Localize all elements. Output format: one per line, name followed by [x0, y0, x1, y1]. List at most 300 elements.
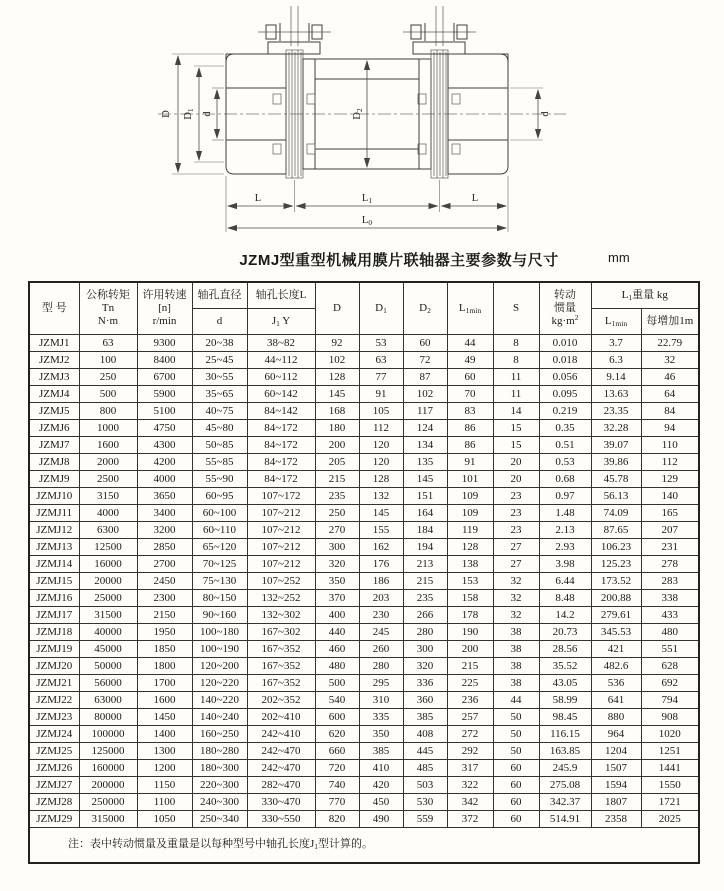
table-row: [29, 454, 699, 471]
header-weight-sub: 1: [628, 292, 633, 302]
table-cell: 135: [403, 454, 447, 471]
table-cell: 720: [315, 760, 359, 777]
header-J1Y: [247, 309, 315, 335]
table-cell: 107~172: [247, 488, 315, 505]
table-cell: 63000: [79, 692, 137, 709]
table-cell: 1800: [137, 658, 192, 675]
header-D2-sub: 2: [427, 305, 431, 315]
table-cell: JZMJ24: [29, 726, 79, 743]
table-cell: 107~212: [247, 539, 315, 556]
table-cell: JZMJ1: [29, 335, 79, 352]
table-cell: 283: [641, 573, 699, 590]
table-cell: 514.91: [539, 811, 591, 828]
header-weight-rest: 重量 kg: [632, 288, 668, 301]
table-cell: 44: [447, 335, 493, 352]
table-cell: 50~85: [192, 437, 247, 454]
table-cell: 278: [641, 556, 699, 573]
table-cell: 45.78: [591, 471, 641, 488]
table-cell: 2.13: [539, 522, 591, 539]
table-cell: 15: [493, 437, 539, 454]
table-cell: JZMJ3: [29, 369, 79, 386]
table-cell: 203: [359, 590, 403, 607]
table-row: [29, 522, 699, 539]
table-cell: 250~340: [192, 811, 247, 828]
table-cell: 25~45: [192, 352, 247, 369]
table-cell: JZMJ19: [29, 641, 79, 658]
note-text-sub: 1: [314, 842, 319, 852]
table-cell: 46: [641, 369, 699, 386]
table-cell: 167~352: [247, 658, 315, 675]
table-cell: 140~240: [192, 709, 247, 726]
table-cell: 1550: [641, 777, 699, 794]
table-cell: JZMJ7: [29, 437, 79, 454]
table-cell: JZMJ2: [29, 352, 79, 369]
table-cell: 9.14: [591, 369, 641, 386]
table-cell: 908: [641, 709, 699, 726]
table-row: [29, 437, 699, 454]
table-cell: 0.018: [539, 352, 591, 369]
table-cell: 1150: [137, 777, 192, 794]
dim-label-L0: L0: [361, 215, 373, 227]
header-J1-main: J: [271, 314, 277, 327]
header-torque-line1: 公称转矩: [86, 289, 130, 302]
table-cell: 38: [493, 675, 539, 692]
table-cell: 245: [359, 624, 403, 641]
table-cell: 101: [447, 471, 493, 488]
table-row: [29, 539, 699, 556]
coupling-drawing: [146, 2, 576, 244]
table-cell: 310: [359, 692, 403, 709]
table-row: [29, 641, 699, 658]
table-cell: 5100: [137, 403, 192, 420]
table-cell: 335: [359, 709, 403, 726]
table-cell: 2.93: [539, 539, 591, 556]
unit-label: mm: [608, 250, 630, 265]
header-D1-main: D: [375, 301, 384, 314]
table-cell: 13.63: [591, 386, 641, 403]
table-cell: 64: [641, 386, 699, 403]
table-cell: 27: [493, 556, 539, 573]
table-cell: 80~150: [192, 590, 247, 607]
table-cell: 45~80: [192, 420, 247, 437]
table-cell: 176: [359, 556, 403, 573]
table-row: [29, 777, 699, 794]
table-cell: 315000: [79, 811, 137, 828]
table-row: [29, 811, 699, 828]
table-cell: 56.13: [591, 488, 641, 505]
table-cell: 490: [359, 811, 403, 828]
table-row: [29, 488, 699, 505]
table-cell: 342.37: [539, 794, 591, 811]
table-cell: 794: [641, 692, 699, 709]
table-cell: 120~200: [192, 658, 247, 675]
table-cell: 129: [641, 471, 699, 488]
table-cell: 23: [493, 522, 539, 539]
table-cell: JZMJ26: [29, 760, 79, 777]
table-cell: JZMJ5: [29, 403, 79, 420]
table-cell: 500: [79, 386, 137, 403]
table-cell: 134: [403, 437, 447, 454]
table-cell: 660: [315, 743, 359, 760]
table-cell: 20: [493, 454, 539, 471]
table-cell: 132: [359, 488, 403, 505]
table-cell: 20~38: [192, 335, 247, 352]
table-cell: 83: [447, 403, 493, 420]
table-cell: 23: [493, 505, 539, 522]
table-body: [29, 335, 699, 828]
table-row: [29, 386, 699, 403]
table-cell: 39.86: [591, 454, 641, 471]
table-cell: 44: [493, 692, 539, 709]
table-cell: 2025: [641, 811, 699, 828]
table-row: [29, 658, 699, 675]
table-cell: 167~302: [247, 624, 315, 641]
table-cell: 2358: [591, 811, 641, 828]
table-cell: 200: [315, 437, 359, 454]
table-cell: 160~250: [192, 726, 247, 743]
table-row: [29, 692, 699, 709]
table-row: [29, 369, 699, 386]
table-cell: 200000: [79, 777, 137, 794]
table-cell: 70~125: [192, 556, 247, 573]
table-cell: 38: [493, 624, 539, 641]
table-cell: 8400: [137, 352, 192, 369]
table-cell: 112: [359, 420, 403, 437]
table-cell: JZMJ27: [29, 777, 79, 794]
table-cell: 300: [403, 641, 447, 658]
table-cell: 63: [79, 335, 137, 352]
table-cell: 8.48: [539, 590, 591, 607]
table-cell: 220~300: [192, 777, 247, 794]
table-cell: 1600: [137, 692, 192, 709]
table-cell: 128: [447, 539, 493, 556]
table-cell: JZMJ4: [29, 386, 79, 403]
header-D2-main: D: [419, 301, 428, 314]
table-cell: 92: [315, 335, 359, 352]
table-cell: 1020: [641, 726, 699, 743]
dim-label-d-left: d: [202, 111, 213, 117]
table-cell: 4750: [137, 420, 192, 437]
table-header: [29, 282, 699, 335]
table-cell: 87.65: [591, 522, 641, 539]
table-cell: 880: [591, 709, 641, 726]
table-cell: 11: [493, 369, 539, 386]
header-speed: [137, 282, 192, 335]
table-cell: 1050: [137, 811, 192, 828]
table-cell: 80000: [79, 709, 137, 726]
table-cell: 124: [403, 420, 447, 437]
table-cell: 230: [359, 607, 403, 624]
header-D: D: [315, 282, 359, 335]
table-cell: 84~172: [247, 454, 315, 471]
header-weight-L1min-sub: 1min: [611, 318, 628, 328]
table-cell: JZMJ11: [29, 505, 79, 522]
table-cell: 32: [641, 352, 699, 369]
table-cell: 107~212: [247, 522, 315, 539]
header-L1min-sub: 1min: [465, 305, 482, 315]
table-cell: 200.88: [591, 590, 641, 607]
table-cell: 242~470: [247, 760, 315, 777]
table-cell: 60: [493, 794, 539, 811]
table-cell: 102: [403, 386, 447, 403]
table-cell: 60~110: [192, 522, 247, 539]
table-cell: 1300: [137, 743, 192, 760]
table-cell: 98.45: [539, 709, 591, 726]
table-cell: JZMJ6: [29, 420, 79, 437]
header-speed-line3: r/min: [152, 314, 177, 327]
table-cell: 55~85: [192, 454, 247, 471]
table-cell: 1200: [137, 760, 192, 777]
table-cell: 3150: [79, 488, 137, 505]
table-cell: 180: [315, 420, 359, 437]
table-row: [29, 794, 699, 811]
table-cell: 86: [447, 437, 493, 454]
table-cell: 23: [493, 488, 539, 505]
table-cell: 167~352: [247, 641, 315, 658]
table-cell: 84~142: [247, 403, 315, 420]
table-cell: 45000: [79, 641, 137, 658]
table-cell: 107~212: [247, 556, 315, 573]
table-cell: 2850: [137, 539, 192, 556]
right-top-bolt: [403, 6, 476, 54]
table-cell: 109: [447, 505, 493, 522]
table-cell: 91: [447, 454, 493, 471]
table-cell: 145: [403, 471, 447, 488]
table-cell: 4300: [137, 437, 192, 454]
table-cell: 77: [359, 369, 403, 386]
table-cell: 235: [403, 590, 447, 607]
table-cell: 120: [359, 437, 403, 454]
table-cell: 50: [493, 726, 539, 743]
table-cell: 0.35: [539, 420, 591, 437]
table-cell: 105: [359, 403, 403, 420]
table-cell: 536: [591, 675, 641, 692]
table-cell: 1441: [641, 760, 699, 777]
header-bore-d: d: [192, 309, 247, 335]
table-cell: 125000: [79, 743, 137, 760]
table-cell: 260: [359, 641, 403, 658]
table-cell: 279.61: [591, 607, 641, 624]
table-cell: 60: [493, 777, 539, 794]
table-cell: 35.52: [539, 658, 591, 675]
table-cell: 20.73: [539, 624, 591, 641]
table-cell: 2000: [79, 454, 137, 471]
table-cell: 0.219: [539, 403, 591, 420]
table-cell: 320: [315, 556, 359, 573]
table-cell: 2300: [137, 590, 192, 607]
table-cell: 50: [493, 709, 539, 726]
title-bar: [0, 249, 724, 271]
table-cell: 250: [79, 369, 137, 386]
table-cell: JZMJ10: [29, 488, 79, 505]
table-cell: 163.85: [539, 743, 591, 760]
table-cell: 107~212: [247, 505, 315, 522]
table-cell: 4200: [137, 454, 192, 471]
table-cell: 20: [493, 471, 539, 488]
table-cell: 207: [641, 522, 699, 539]
table-cell: 25000: [79, 590, 137, 607]
table-cell: 215: [447, 658, 493, 675]
table-cell: 100~190: [192, 641, 247, 658]
table-cell: 692: [641, 675, 699, 692]
table-cell: 500: [315, 675, 359, 692]
table-cell: 153: [447, 573, 493, 590]
dim-label-L-left: L: [254, 193, 262, 204]
table-cell: 740: [315, 777, 359, 794]
table-cell: 49: [447, 352, 493, 369]
table-cell: 282~470: [247, 777, 315, 794]
table-row: [29, 624, 699, 641]
table-cell: 60: [493, 811, 539, 828]
table-cell: 620: [315, 726, 359, 743]
table-cell: JZMJ22: [29, 692, 79, 709]
table-row: [29, 709, 699, 726]
table-cell: 84: [641, 403, 699, 420]
table-row: [29, 352, 699, 369]
table-cell: 317: [447, 760, 493, 777]
table-cell: 530: [403, 794, 447, 811]
header-weight-main: L: [621, 288, 629, 301]
table-cell: 102: [315, 352, 359, 369]
table-cell: 202~410: [247, 709, 315, 726]
header-inertia-line2: 惯量: [554, 301, 576, 314]
dim-label-D2: D2: [352, 108, 364, 120]
table-cell: 275.08: [539, 777, 591, 794]
table-cell: 125.23: [591, 556, 641, 573]
table-cell: 0.51: [539, 437, 591, 454]
table-cell: 485: [403, 760, 447, 777]
table-cell: 74.09: [591, 505, 641, 522]
table-cell: 445: [403, 743, 447, 760]
table-cell: 820: [315, 811, 359, 828]
table-cell: 1450: [137, 709, 192, 726]
table-cell: 4000: [137, 471, 192, 488]
table-cell: 236: [447, 692, 493, 709]
header-bore-diameter: 轴孔直径: [192, 282, 247, 309]
table-cell: 9300: [137, 335, 192, 352]
table-cell: 60~95: [192, 488, 247, 505]
table-cell: 22.79: [641, 335, 699, 352]
table-cell: 194: [403, 539, 447, 556]
dim-lengths: [226, 176, 508, 232]
table-cell: 12500: [79, 539, 137, 556]
header-J1-sub: 1: [276, 318, 280, 328]
table-row: [29, 335, 699, 352]
table-cell: 295: [359, 675, 403, 692]
table-cell: 184: [403, 522, 447, 539]
table-cell: 320: [403, 658, 447, 675]
table-row: [29, 743, 699, 760]
table-cell: 433: [641, 607, 699, 624]
header-speed-line1: 许用转速: [142, 289, 187, 302]
table-cell: 4000: [79, 505, 137, 522]
table-cell: 11: [493, 386, 539, 403]
table-cell: 60~100: [192, 505, 247, 522]
table-cell: JZMJ29: [29, 811, 79, 828]
table-cell: 372: [447, 811, 493, 828]
header-inertia-line1: 转动: [554, 288, 576, 301]
table-cell: 84~172: [247, 471, 315, 488]
table-cell: 342: [447, 794, 493, 811]
table-cell: 84~172: [247, 437, 315, 454]
table-cell: 370: [315, 590, 359, 607]
table-cell: 65~120: [192, 539, 247, 556]
table-cell: 100~180: [192, 624, 247, 641]
header-weight-L1min: [591, 309, 641, 335]
table-cell: 242~410: [247, 726, 315, 743]
table-cell: 1850: [137, 641, 192, 658]
table-cell: 55~90: [192, 471, 247, 488]
table-cell: 86: [447, 420, 493, 437]
table-cell: JZMJ18: [29, 624, 79, 641]
table-cell: 460: [315, 641, 359, 658]
table-cell: 190: [447, 624, 493, 641]
table-cell: 162: [359, 539, 403, 556]
table-cell: 420: [359, 777, 403, 794]
table-cell: 213: [403, 556, 447, 573]
table-cell: 336: [403, 675, 447, 692]
note-text-post: 型计算的。: [318, 838, 374, 851]
table-cell: 408: [403, 726, 447, 743]
table-cell: 145: [359, 505, 403, 522]
table-cell: 180~280: [192, 743, 247, 760]
table-cell: 503: [403, 777, 447, 794]
table-cell: 40000: [79, 624, 137, 641]
parameters-table: [28, 281, 700, 864]
header-weight-group: [591, 282, 699, 309]
table-cell: JZMJ23: [29, 709, 79, 726]
table-cell: 200: [447, 641, 493, 658]
table-row: [29, 471, 699, 488]
table-cell: 0.010: [539, 335, 591, 352]
header-L1min: [447, 282, 493, 335]
table-cell: 205: [315, 454, 359, 471]
table-cell: 245.9: [539, 760, 591, 777]
table-cell: 1100: [137, 794, 192, 811]
table-cell: 3200: [137, 522, 192, 539]
table-cell: 60: [403, 335, 447, 352]
table-cell: 28.56: [539, 641, 591, 658]
table-cell: 540: [315, 692, 359, 709]
table-cell: JZMJ25: [29, 743, 79, 760]
table-cell: 1600: [79, 437, 137, 454]
table-row: [29, 607, 699, 624]
table-cell: 30~55: [192, 369, 247, 386]
table-cell: JZMJ20: [29, 658, 79, 675]
table-cell: 32.28: [591, 420, 641, 437]
table-cell: JZMJ17: [29, 607, 79, 624]
table-cell: 16000: [79, 556, 137, 573]
table-cell: 58.99: [539, 692, 591, 709]
table-cell: 2150: [137, 607, 192, 624]
table-cell: 330~470: [247, 794, 315, 811]
table-cell: 23.35: [591, 403, 641, 420]
table-cell: 270: [315, 522, 359, 539]
table-cell: 140: [641, 488, 699, 505]
table-cell: 215: [315, 471, 359, 488]
header-L1min-main: L: [458, 301, 466, 314]
table-cell: 38~82: [247, 335, 315, 352]
table-cell: 32: [493, 573, 539, 590]
table-cell: 6300: [79, 522, 137, 539]
table-cell: 964: [591, 726, 641, 743]
table-row: [29, 556, 699, 573]
table-cell: 178: [447, 607, 493, 624]
table-cell: 72: [403, 352, 447, 369]
header-weight-per-m: 每增加1m: [641, 309, 699, 335]
table-row: [29, 573, 699, 590]
table-cell: 5900: [137, 386, 192, 403]
